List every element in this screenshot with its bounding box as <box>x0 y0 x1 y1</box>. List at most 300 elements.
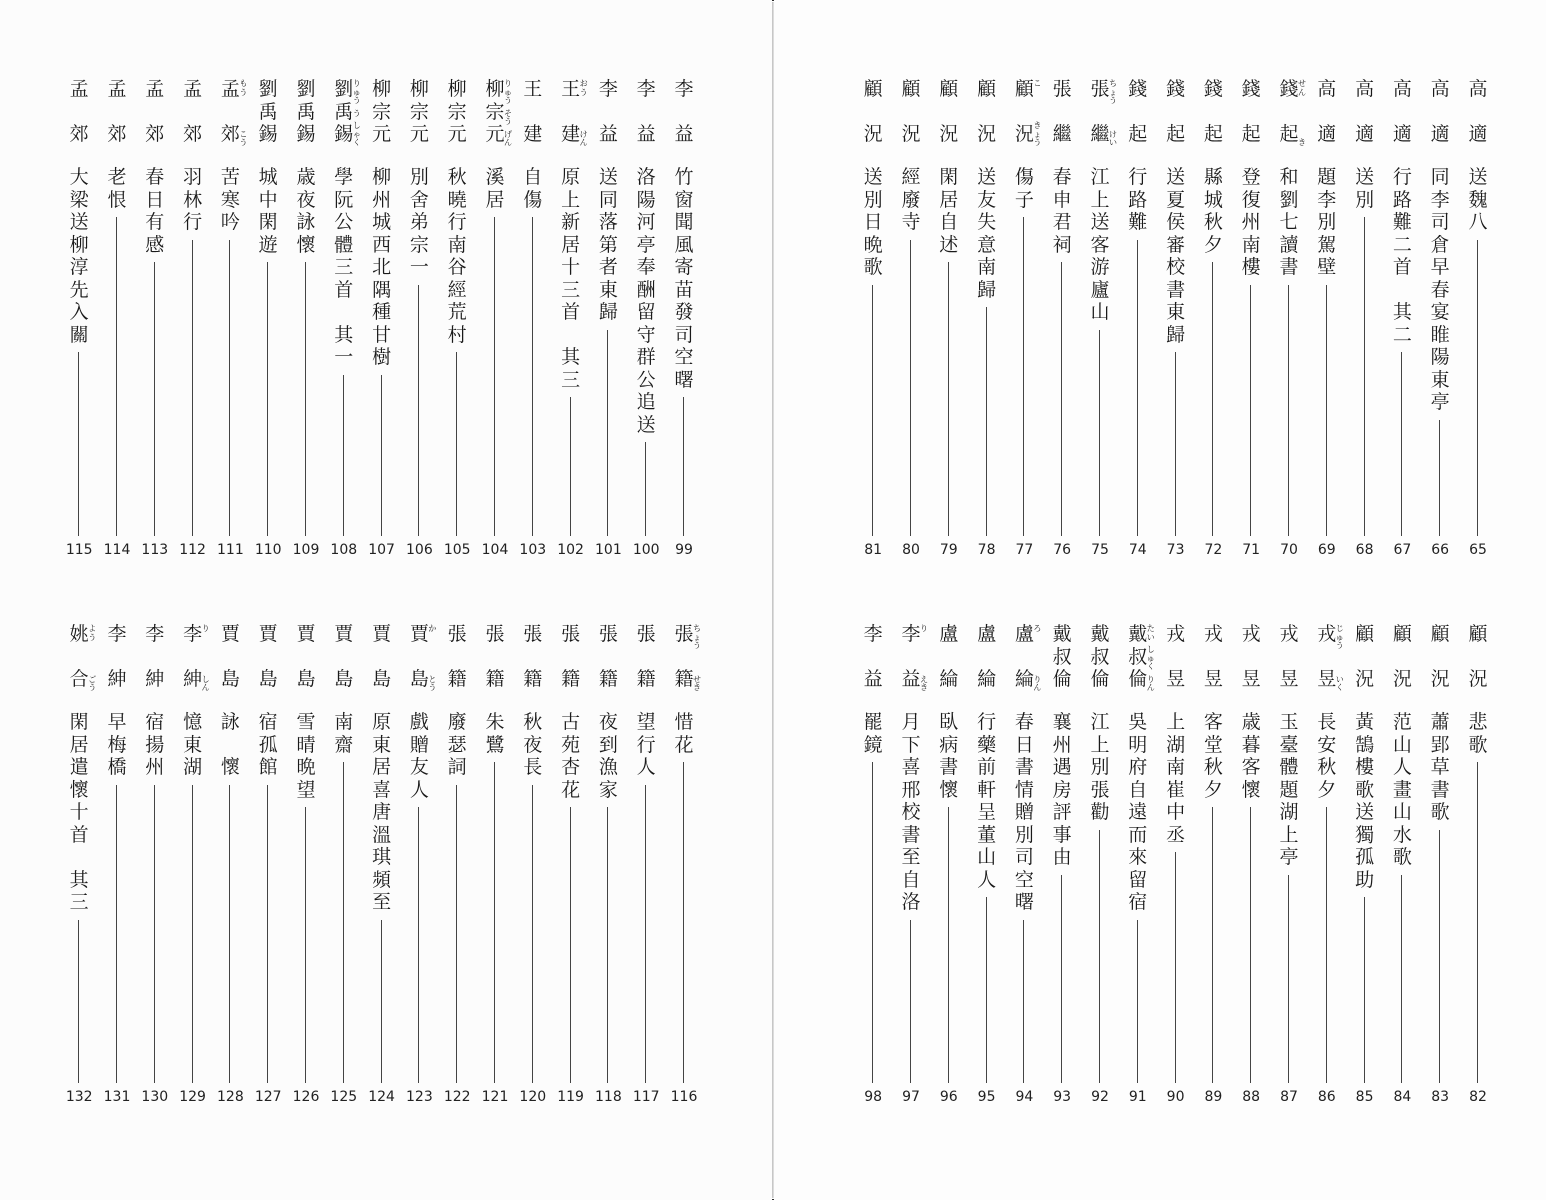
ruby-char: く <box>1335 683 1344 692</box>
text-char: 董 <box>977 823 997 846</box>
text-char: 東 <box>598 278 618 301</box>
ruby-char: い <box>1335 674 1344 684</box>
toc-entry[interactable] <box>1272 0 1306 1200</box>
page-number: 108 <box>330 542 358 558</box>
leader-line <box>229 785 230 1084</box>
entry-author <box>554 623 588 691</box>
text-char: 校 <box>1166 256 1186 278</box>
ruby-char: き <box>920 683 928 692</box>
ruby-char: ご <box>88 674 97 684</box>
text-char: 城 <box>1203 188 1223 211</box>
text-char: 亭 <box>1430 391 1450 413</box>
text-char: 雪 <box>296 711 316 733</box>
text-char: 讀 <box>1279 233 1299 256</box>
ruby-char: ょ <box>1033 129 1042 139</box>
text-char: 其 <box>1392 301 1412 323</box>
ruby-char: け <box>1109 129 1117 139</box>
toc-entry[interactable] <box>327 0 361 1200</box>
text-char: 禹 <box>296 100 316 123</box>
text-char: 蕭 <box>1430 711 1450 733</box>
page-number: 70 <box>1280 542 1298 558</box>
entry-author <box>591 623 625 691</box>
text-char: 同 <box>1430 166 1450 188</box>
ruby-char: う <box>352 108 361 118</box>
leader-line <box>683 762 684 1083</box>
text-char: 苑 <box>561 733 581 756</box>
text-char: 張 <box>1090 78 1110 100</box>
text-char: 元 <box>409 123 429 145</box>
text-char: 水 <box>1392 823 1412 846</box>
page-number: 74 <box>1128 542 1147 558</box>
leader-line <box>1250 807 1251 1083</box>
text-char: 原 <box>561 166 581 188</box>
entry-title <box>1007 711 1041 914</box>
text-char: 駕 <box>1317 233 1337 256</box>
text-char: 橋 <box>107 756 127 778</box>
text-char: 島 <box>296 668 316 690</box>
text-char: 錫 <box>296 123 316 145</box>
text-char: 而 <box>1128 823 1148 846</box>
ruby-char: う <box>504 117 512 126</box>
text-char: 繼 <box>1052 123 1072 145</box>
page-number: 128 <box>217 1089 244 1105</box>
text-char: 憶 <box>183 711 203 733</box>
text-char: 張 <box>1052 78 1072 100</box>
ruby-text <box>1033 676 1041 693</box>
text-char: 十 <box>69 801 89 823</box>
page-number: 117 <box>632 1089 660 1105</box>
toc-entry[interactable] <box>365 0 399 1200</box>
ruby-char: う <box>1033 138 1042 147</box>
page-number: 107 <box>368 542 395 558</box>
toc-entry[interactable] <box>591 0 625 1200</box>
text-char: 晩 <box>296 756 316 778</box>
ruby-char: う <box>239 87 248 97</box>
text-char: 島 <box>409 668 429 690</box>
leader-line <box>1477 762 1478 1083</box>
text-char: 悲 <box>1468 711 1488 733</box>
page-number: 132 <box>65 1089 93 1105</box>
page-number: 122 <box>443 1089 471 1105</box>
text-char: 范 <box>1392 711 1412 733</box>
text-char: 公 <box>636 368 656 391</box>
ruby-char: う <box>1335 641 1344 650</box>
text-char: 益 <box>863 668 883 690</box>
text-char: 況 <box>977 123 997 145</box>
text-char: 梁 <box>69 188 89 211</box>
text-char: 懷 <box>939 778 959 801</box>
toc-entry[interactable] <box>1196 0 1230 1200</box>
text-char: 首 <box>334 278 354 301</box>
entry-title <box>478 711 512 756</box>
text-char: 南 <box>1166 756 1186 778</box>
entry-title <box>176 711 210 779</box>
entry-title <box>1196 711 1230 801</box>
toc-entry[interactable] <box>1083 0 1117 1200</box>
author-ruby <box>1334 625 1346 693</box>
text-char: 人 <box>636 756 656 778</box>
text-char: 宗 <box>485 100 505 123</box>
page-number: 104 <box>481 542 509 558</box>
text-char: 倫 <box>1128 668 1148 690</box>
page-number: 101 <box>595 542 622 558</box>
text-char: 況 <box>939 123 959 145</box>
text-char: 劉 <box>334 78 354 100</box>
entry-title <box>289 711 323 801</box>
toc-entry[interactable] <box>667 0 701 1200</box>
toc-entry[interactable] <box>213 0 247 1200</box>
toc-entry[interactable] <box>402 0 436 1200</box>
text-char: 溫 <box>372 823 392 846</box>
ruby-char: り <box>1033 674 1042 684</box>
text-char: 司 <box>1014 846 1034 868</box>
toc-entry[interactable] <box>62 0 96 1200</box>
ruby-char: う <box>239 138 248 147</box>
toc-entry[interactable] <box>251 0 285 1200</box>
text-char: 邢 <box>901 778 921 801</box>
text-char: 月 <box>901 711 921 733</box>
page-number: 103 <box>519 542 547 558</box>
text-char: 到 <box>598 733 618 756</box>
text-char: 夜 <box>296 188 316 211</box>
toc-entry[interactable] <box>1007 0 1041 1200</box>
text-char: 原 <box>372 711 392 733</box>
ruby-text <box>202 625 210 634</box>
page-number: 97 <box>902 1089 920 1105</box>
toc-entry[interactable] <box>1385 0 1419 1200</box>
toc-entry[interactable] <box>176 0 210 1200</box>
entry-title <box>1272 711 1306 869</box>
ruby-char: え <box>920 674 928 684</box>
ruby-char: き <box>693 683 701 692</box>
toc-entry[interactable] <box>970 0 1004 1200</box>
text-char: 草 <box>1430 756 1450 778</box>
text-char: 錢 <box>1279 78 1299 100</box>
text-char: 顧 <box>863 78 883 100</box>
toc-entry[interactable] <box>289 0 323 1200</box>
ruby-char: お <box>579 79 588 88</box>
ruby-text <box>693 625 701 651</box>
text-char: 戎 <box>1203 623 1223 645</box>
text-char: 評 <box>1052 801 1072 823</box>
text-char: 人 <box>977 868 997 891</box>
ruby-text <box>920 676 928 693</box>
text-char: 情 <box>1014 778 1034 801</box>
text-char: 晴 <box>296 733 316 756</box>
toc-entry[interactable] <box>1423 0 1457 1200</box>
text-char: 十 <box>561 256 581 278</box>
page-number: 112 <box>179 542 206 558</box>
text-char: 況 <box>1468 668 1488 690</box>
text-char: 中 <box>258 188 278 211</box>
author-ruby <box>86 625 98 693</box>
page-number: 77 <box>1015 542 1034 558</box>
text-char: 元 <box>485 123 505 145</box>
text-char: 適 <box>1355 123 1375 145</box>
text-char: 祠 <box>1052 233 1072 256</box>
text-char: 送 <box>1166 166 1186 188</box>
ruby-char: こ <box>1033 79 1042 88</box>
text-char: 頻 <box>372 868 392 891</box>
text-char: 亭 <box>636 233 656 256</box>
entry-title <box>591 711 625 801</box>
text-char: 畫 <box>1392 778 1412 801</box>
ruby-char: り <box>920 624 928 633</box>
text-char: 益 <box>901 668 921 690</box>
text-char: 倉 <box>1430 233 1450 256</box>
ruby-char: げ <box>504 129 512 139</box>
page-number: 120 <box>519 1089 547 1105</box>
text-char: 子 <box>1014 188 1034 211</box>
entry-title <box>894 711 928 914</box>
text-char: 杏 <box>561 756 581 778</box>
text-char: 賈 <box>258 623 278 645</box>
text-char: 居 <box>69 733 89 756</box>
toc-entry[interactable] <box>856 0 890 1200</box>
text-char: 居 <box>372 756 392 778</box>
text-char: 送 <box>977 166 997 188</box>
text-char: 張 <box>523 623 543 645</box>
text-char: 風 <box>674 233 694 256</box>
text-char: 第 <box>598 233 618 256</box>
ruby-char: ん <box>1298 87 1306 97</box>
text-char: 魏 <box>1468 188 1488 211</box>
text-char: 司 <box>1430 211 1450 233</box>
text-char: 友 <box>409 756 429 778</box>
leader-line <box>1099 830 1100 1084</box>
entry-author <box>1385 623 1419 691</box>
text-char: 曉 <box>447 188 467 211</box>
text-char: 上 <box>1090 733 1110 756</box>
text-char: 揚 <box>145 733 165 756</box>
text-char: 夕 <box>1203 233 1223 256</box>
text-char: 送 <box>1090 211 1110 233</box>
text-char: 宗 <box>409 233 429 256</box>
ruby-char: も <box>239 79 248 88</box>
text-char: 體 <box>334 233 354 256</box>
page-number: 99 <box>675 542 693 558</box>
text-char: 梅 <box>107 733 127 756</box>
text-char: 來 <box>1128 846 1148 868</box>
toc-entry[interactable] <box>516 0 550 1200</box>
toc-entry[interactable] <box>1461 0 1495 1200</box>
toc-entry[interactable] <box>554 0 588 1200</box>
text-char: 早 <box>107 711 127 733</box>
text-char: 張 <box>561 623 581 645</box>
text-char: 群 <box>636 346 656 368</box>
text-char: 適 <box>1430 123 1450 145</box>
text-char: 歸 <box>1166 323 1186 346</box>
toc-entry[interactable] <box>1310 0 1344 1200</box>
toc-entry[interactable] <box>629 0 663 1200</box>
text-char: 昱 <box>1317 668 1337 690</box>
entry-title <box>1348 711 1382 891</box>
ruby-char: た <box>1146 624 1155 633</box>
toc-entry[interactable] <box>1121 0 1155 1200</box>
text-char: 阮 <box>334 188 354 211</box>
text-char: 贈 <box>409 733 429 756</box>
toc-entry[interactable] <box>1234 0 1268 1200</box>
text-char: 別 <box>409 166 429 188</box>
page-number: 85 <box>1355 1089 1374 1105</box>
page-number: 100 <box>632 542 660 558</box>
ruby-char: け <box>579 129 588 139</box>
toc-entry[interactable] <box>1348 0 1382 1200</box>
text-char: 詠 <box>220 711 240 733</box>
text-char: 元 <box>372 123 392 145</box>
entry-author <box>516 623 550 691</box>
text-char: 南 <box>447 233 467 256</box>
leader-line <box>116 785 117 1084</box>
text-char: 戎 <box>1317 623 1337 645</box>
text-char: 張 <box>485 623 505 645</box>
text-char: 起 <box>1279 123 1299 145</box>
text-char: 元 <box>447 123 467 145</box>
page-number: 102 <box>557 542 584 558</box>
text-char: 二 <box>1392 323 1412 346</box>
leader-line <box>381 920 382 1084</box>
text-char: 一 <box>409 256 429 278</box>
text-char: 入 <box>69 301 89 323</box>
ruby-char: う <box>88 632 97 642</box>
entry-title <box>1461 711 1495 756</box>
text-char: 山 <box>1392 801 1412 823</box>
text-char: 綸 <box>1014 668 1034 690</box>
text-char: 下 <box>901 733 921 756</box>
author-ruby <box>1145 625 1157 693</box>
ruby-char: う <box>504 96 512 105</box>
text-char: 山 <box>1392 733 1412 756</box>
text-char: 丞 <box>1166 823 1186 846</box>
text-char: 同 <box>598 188 618 211</box>
ruby-char: ゅ <box>352 87 361 97</box>
text-char: 日 <box>145 188 165 211</box>
text-char: 王 <box>523 78 543 100</box>
ruby-text <box>88 676 96 693</box>
text-char: 戲 <box>409 711 429 733</box>
ruby-char: い <box>1146 632 1155 642</box>
text-char: 君 <box>1052 211 1072 233</box>
text-char: 紳 <box>107 668 127 690</box>
book-gutter <box>772 2 774 1198</box>
text-char: 意 <box>977 233 997 256</box>
text-char: 陽 <box>1430 346 1450 368</box>
text-char: 其 <box>561 346 581 368</box>
text-char: 宴 <box>1430 301 1450 323</box>
text-char: 顧 <box>1468 623 1488 645</box>
toc-entry[interactable] <box>894 0 928 1200</box>
text-char: 懷 <box>220 756 240 778</box>
text-char: 別 <box>863 188 883 211</box>
text-char: 襄 <box>1052 711 1072 733</box>
toc-entry[interactable] <box>138 0 172 1200</box>
text-char: 盧 <box>977 623 997 645</box>
text-char: 倫 <box>1090 668 1110 690</box>
page-number: 66 <box>1431 542 1450 558</box>
ruby-char: ち <box>1109 79 1117 88</box>
text-char: 恨 <box>107 188 127 211</box>
leader-line <box>872 762 873 1083</box>
text-char: 自 <box>1128 778 1148 801</box>
entry-author <box>289 623 323 691</box>
text-char: 歌 <box>863 256 883 278</box>
text-char: 首 <box>561 301 581 323</box>
page-number: 116 <box>670 1089 698 1105</box>
text-char: 起 <box>1241 123 1261 145</box>
page-number: 89 <box>1204 1089 1223 1105</box>
page-number: 130 <box>141 1089 169 1105</box>
entry-title <box>1385 711 1419 869</box>
page-number: 78 <box>977 542 996 558</box>
page-number: 98 <box>864 1089 883 1105</box>
text-char: 村 <box>447 323 467 346</box>
leader-line <box>570 807 571 1083</box>
text-char: 樹 <box>372 346 392 368</box>
ruby-text <box>1336 625 1344 651</box>
toc-entry[interactable] <box>440 0 474 1200</box>
text-char: 歳 <box>1241 711 1261 733</box>
entry-title <box>62 711 96 914</box>
ruby-char: う <box>579 87 588 97</box>
text-char: 秋 <box>1203 756 1223 778</box>
ruby-char: よ <box>88 624 97 633</box>
text-char: 張 <box>1090 778 1110 801</box>
leader-line <box>305 807 306 1083</box>
text-char: 繼 <box>1090 123 1110 145</box>
text-char: 綸 <box>977 668 997 690</box>
text-char: 三 <box>69 891 89 913</box>
text-char: 溪 <box>485 166 505 188</box>
text-char: 適 <box>1468 123 1488 145</box>
text-char: 閑 <box>939 166 959 188</box>
text-char: 友 <box>977 188 997 211</box>
toc-entry[interactable] <box>478 0 512 1200</box>
text-char: 行 <box>1392 166 1412 188</box>
text-char: 校 <box>901 801 921 823</box>
text-char: 人 <box>409 778 429 801</box>
page-number: 125 <box>330 1089 358 1105</box>
text-char: 南 <box>334 711 354 733</box>
page-number: 76 <box>1053 542 1072 558</box>
text-char: 傷 <box>1014 166 1034 188</box>
ruby-char: う <box>352 96 361 105</box>
ruby-text <box>1033 625 1041 634</box>
text-char: 戴 <box>1052 623 1072 645</box>
text-char: 傷 <box>523 188 543 211</box>
text-char: 難 <box>1128 211 1148 233</box>
text-char: 詠 <box>296 211 316 233</box>
text-char: 黃 <box>1355 711 1375 733</box>
ruby-char: ゅ <box>504 87 512 97</box>
entry-author <box>856 623 890 691</box>
leader-line <box>1288 875 1289 1084</box>
toc-entry[interactable] <box>932 0 966 1200</box>
text-char: 經 <box>447 278 467 301</box>
text-char: 酬 <box>636 278 656 301</box>
text-char: 夕 <box>1203 778 1223 801</box>
toc-entry[interactable] <box>100 0 134 1200</box>
text-char: 別 <box>1317 211 1337 233</box>
page-number: 126 <box>292 1089 320 1105</box>
text-char: 侯 <box>1166 211 1186 233</box>
toc-entry[interactable] <box>1045 0 1079 1200</box>
toc-entry[interactable] <box>1159 0 1193 1200</box>
text-char: 送 <box>636 413 656 436</box>
ruby-char: こ <box>239 129 248 139</box>
leader-line <box>645 785 646 1084</box>
text-char: 顧 <box>1430 623 1450 645</box>
text-char: 送 <box>1355 801 1375 823</box>
